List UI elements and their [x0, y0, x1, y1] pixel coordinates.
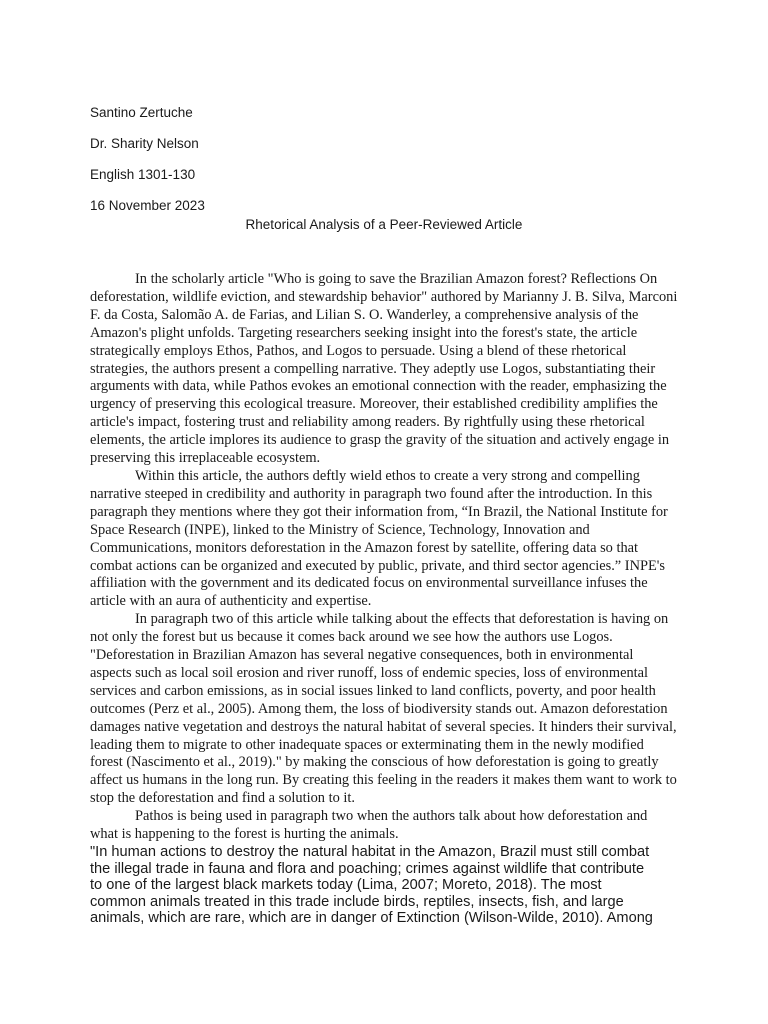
pathos-quote	[90, 844, 678, 927]
date: 16 November 2023	[90, 198, 205, 213]
paragraph-ethos: Within this article, the authors deftly wield ethos to create a very strong and compelling narrative steeped in credibility and authority in paragraph two found after the introduction. In this paragraph they mentions where they got their information from, “In Brazil, the National Institute for Space Research (INPE), linked to the Ministry of Science, Technology, Innovation and Communications, monitors deforestation in the Amazon forest by satellite, offering data so that combat actions can be organized and executed by public, private, and third sector agencies.” INPE's affiliation with the government and its dedicated focus on environmental surveillance infuses the article with an aura of authenticity and expertise.	[90, 467, 668, 610]
quote-line: "In human actions to destroy the natural habitat in the Amazon, Brazil must still combat	[90, 844, 650, 860]
essay-body	[90, 271, 678, 927]
quote-line: to one of the largest black markets today (Lima, 2007; Moreto, 2018). The most	[90, 877, 602, 893]
paragraph-logos: In paragraph two of this article while talking about the effects that deforestation is having on not only the forest but us because it comes back around we see how the authors use Logos. "Deforestation in Brazilian Amazon has several negative consequences, both in environmental aspects such as local soil erosion and river runoff, loss of endemic species, loss of environmental services and carbon emissions, as in social issues linked to land conflicts, poverty, and poor health outcomes (Perz et al., 2005). Among them, the loss of biodiversity stands out. Amazon deforestation damages native vegetation and destroys the natural habitat of several species. It hinders their survival, leading them to migrate to other inadequate spaces or exterminating them in the newly modified forest (Nascimento et al., 2019)." by making the conscious of how deforestation is going to greatly affect us humans in the long run. By creating this feeling in the readers it makes them want to work to stop the deforestation and find a solution to it.	[90, 611, 677, 807]
quote-line: animals, which are rare, which are in danger of Extinction (Wilson-Wilde, 2010). Among	[90, 910, 653, 926]
quote-line: common animals treated in this trade include birds, reptiles, insects, fish, and large	[90, 893, 624, 910]
course-name: English 1301-130	[90, 167, 196, 182]
paragraph-pathos: Pathos is being used in paragraph two when the authors talk about how deforestation and what is happening to the forest is hurting the animals.	[90, 808, 648, 843]
student-name: Santino Zertuche	[90, 105, 193, 120]
paragraph-introduction: In the scholarly article "Who is going to save the Brazilian Amazon forest? Reflections On deforestation, wildlife eviction, and stewardship behavior" authored by Marianny J. B. Silva, Marconi F. da Costa, Salomão A. de Farias, and Lilian S. O. Wanderley, a comprehensive analysis of the Amazon's plight unfolds. Targeting researchers seeking insight into the forest's state, the article strategically employs Ethos, Pathos, and Logos to persuade. Using a blend of these rhetorical strategies, the authors present a compelling narrative. They adeptly use Logos, substantiating their arguments with data, while Pathos evokes an emotional connection with the reader, emphasizing the urgency of preserving this ecological treasure. Moreover, their established credibility amplifies the article's impact, fostering trust and reliability among readers. By rightfully using these rhetorical elements, the article implores its audience to grasp the gravity of the situation and actively engage in preserving this irreplaceable ecosystem.	[90, 271, 678, 467]
quote-line: the illegal trade in fauna and flora and poaching; crimes against wildlife that contribute	[90, 860, 645, 877]
instructor-name: Dr. Sharity Nelson	[90, 136, 199, 151]
essay-title: Rhetorical Analysis of a Peer-Reviewed Article	[245, 217, 523, 232]
